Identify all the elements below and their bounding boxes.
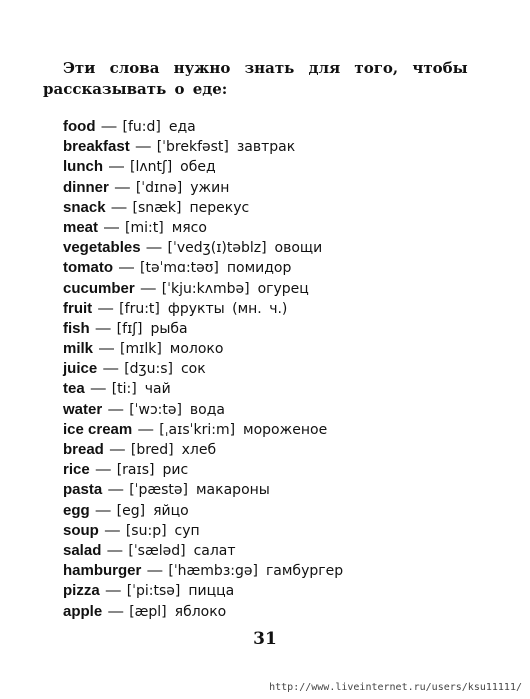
english-word: fish — [63, 319, 90, 337]
english-word: milk — [63, 340, 94, 358]
dash-separator: — — [140, 279, 156, 297]
vocabulary-entry — [63, 379, 343, 399]
dash-separator: — — [109, 441, 125, 458]
transcription: [fɪʃ] — [116, 320, 143, 337]
dash-separator: — — [104, 521, 120, 539]
english-word: pizza — [63, 582, 100, 600]
vocabulary-entry — [63, 440, 343, 460]
english-word: cucumber — [63, 279, 135, 297]
russian-translation: яблоко — [174, 603, 227, 620]
transcription: [eg] — [116, 502, 146, 519]
transcription: [raɪs] — [116, 462, 155, 479]
dash-separator: — — [101, 118, 117, 135]
english-word: egg — [63, 501, 90, 519]
transcription: [ˈkju:kʌmbə] — [161, 280, 250, 297]
dash-separator: — — [95, 461, 111, 479]
dash-separator: — — [90, 380, 106, 398]
vocabulary-entry — [63, 521, 343, 541]
vocabulary-entry — [63, 178, 343, 198]
vocabulary-entry — [63, 117, 343, 137]
english-word: dinner — [63, 178, 109, 196]
vocabulary-entry — [63, 561, 343, 581]
dash-separator: — — [105, 582, 121, 600]
russian-translation: перекус — [189, 199, 250, 216]
vocabulary-entry — [63, 198, 343, 218]
transcription: [fu:d] — [122, 119, 161, 135]
english-word: meat — [63, 218, 99, 236]
vocabulary-entry — [63, 602, 343, 622]
english-word: food — [63, 118, 96, 135]
dash-separator: — — [98, 299, 114, 317]
dash-separator: — — [146, 239, 162, 257]
english-word: vegetables — [63, 239, 141, 257]
dash-separator: — — [108, 481, 124, 499]
russian-translation: вода — [189, 401, 225, 418]
english-word: breakfast — [63, 138, 130, 156]
vocabulary-entry — [63, 157, 343, 177]
vocabulary-entry — [63, 420, 343, 440]
dash-separator: — — [104, 218, 120, 236]
intro-text — [43, 58, 468, 100]
dash-separator: — — [147, 562, 163, 580]
transcription: [dʒu:s] — [124, 361, 173, 378]
transcription: [æpl] — [129, 603, 167, 620]
russian-translation: яйцо — [153, 502, 189, 519]
english-word: rice — [63, 461, 90, 479]
russian-translation: огурец — [257, 280, 309, 297]
russian-translation: рыба — [150, 320, 188, 337]
transcription: [snæk] — [132, 199, 182, 216]
english-word: apple — [63, 602, 103, 620]
russian-translation: обед — [180, 159, 216, 176]
vocabulary-entry — [63, 238, 343, 258]
vocabulary-entry — [63, 460, 343, 480]
transcription: [ˈdɪnə] — [135, 179, 183, 196]
transcription: [ˈsæləd] — [128, 542, 186, 559]
dash-separator: — — [109, 158, 124, 176]
english-word: snack — [63, 198, 106, 216]
transcription: [təˈmɑ:təʊ] — [140, 260, 219, 277]
transcription: [ˈbrekfəst] — [156, 139, 229, 156]
english-word: fruit — [63, 299, 93, 317]
vocabulary-entry — [63, 339, 343, 359]
transcription: [su:p] — [125, 522, 167, 539]
vocabulary-entry — [63, 218, 343, 238]
english-word: tea — [63, 380, 85, 398]
dash-separator: — — [114, 178, 130, 196]
dash-separator: — — [108, 602, 124, 620]
vocabulary-entry — [63, 359, 343, 379]
transcription: [ˌaɪsˈkri:m] — [159, 421, 236, 438]
english-word: soup — [63, 521, 99, 539]
dash-separator: — — [119, 259, 134, 277]
vocabulary-entry — [63, 319, 343, 339]
russian-translation: мясо — [171, 219, 207, 236]
transcription: [lʌntʃ] — [130, 159, 173, 176]
dash-separator: — — [108, 400, 124, 418]
vocabulary-entry — [63, 400, 343, 420]
vocabulary-entry — [63, 581, 343, 601]
transcription: [ˈhæmbɜ:gə] — [168, 563, 258, 580]
english-word: water — [63, 400, 103, 418]
russian-translation: рис — [162, 462, 189, 479]
english-word: hamburger — [63, 562, 142, 580]
vocabulary-entry — [63, 258, 343, 278]
english-word: salad — [63, 541, 102, 559]
russian-translation: фрукты (мн. ч.) — [167, 300, 288, 317]
transcription: [fru:t] — [119, 300, 160, 317]
vocabulary-entry — [63, 137, 343, 157]
vocabulary-entry — [63, 279, 343, 299]
transcription: [mi:t] — [125, 219, 164, 236]
english-word: ice cream — [63, 420, 133, 438]
vocabulary-entry — [63, 299, 343, 319]
transcription: [mɪlk] — [120, 341, 162, 358]
russian-translation: салат — [193, 542, 236, 559]
russian-translation: сок — [180, 361, 206, 378]
dash-separator: — — [95, 501, 111, 519]
dash-separator: — — [103, 360, 119, 378]
transcription: [ˈpi:tsə] — [126, 583, 181, 600]
dash-separator: — — [138, 420, 154, 438]
russian-translation: макароны — [196, 482, 270, 499]
vocabulary-entry — [63, 480, 343, 500]
transcription: [ˈvedʒ(ɪ)təblz] — [167, 240, 267, 257]
dash-separator: — — [107, 541, 123, 559]
english-word: lunch — [63, 158, 103, 176]
russian-translation: гамбургер — [265, 563, 344, 580]
english-word: tomato — [63, 259, 113, 277]
dash-separator: — — [111, 198, 127, 216]
english-word: juice — [63, 360, 98, 378]
dash-separator: — — [135, 138, 151, 156]
dash-separator: — — [95, 319, 111, 337]
russian-translation: овощи — [274, 240, 323, 257]
page-number: 31 — [253, 629, 277, 649]
vocabulary-entry — [63, 541, 343, 561]
english-word: pasta — [63, 481, 103, 499]
russian-translation: пицца — [188, 583, 235, 600]
transcription: [ˈpæstə] — [129, 482, 188, 499]
vocabulary-entry — [63, 501, 343, 521]
vocabulary-list — [63, 117, 343, 622]
intro-line-1: Эти слова нужно знать для того, чтобы — [63, 59, 468, 77]
russian-translation: чай — [144, 381, 171, 398]
russian-translation: ужин — [190, 179, 230, 196]
russian-translation: завтрак — [236, 139, 296, 156]
watermark-url: http://www.liveinternet.ru/users/ksu11111/ — [269, 682, 522, 693]
russian-translation: хлеб — [181, 442, 217, 458]
english-word: bread — [63, 441, 104, 458]
russian-translation: молоко — [169, 341, 224, 358]
russian-translation: мороженое — [243, 421, 328, 438]
russian-translation: суп — [174, 522, 200, 539]
transcription: [ti:] — [111, 381, 137, 398]
russian-translation: еда — [168, 119, 196, 135]
intro-line-2: рассказывать о еде: — [43, 80, 228, 98]
transcription: [ˈwɔ:tə] — [129, 401, 182, 418]
dash-separator: — — [99, 340, 115, 358]
transcription: [bred] — [130, 442, 174, 458]
russian-translation: помидор — [226, 260, 292, 277]
